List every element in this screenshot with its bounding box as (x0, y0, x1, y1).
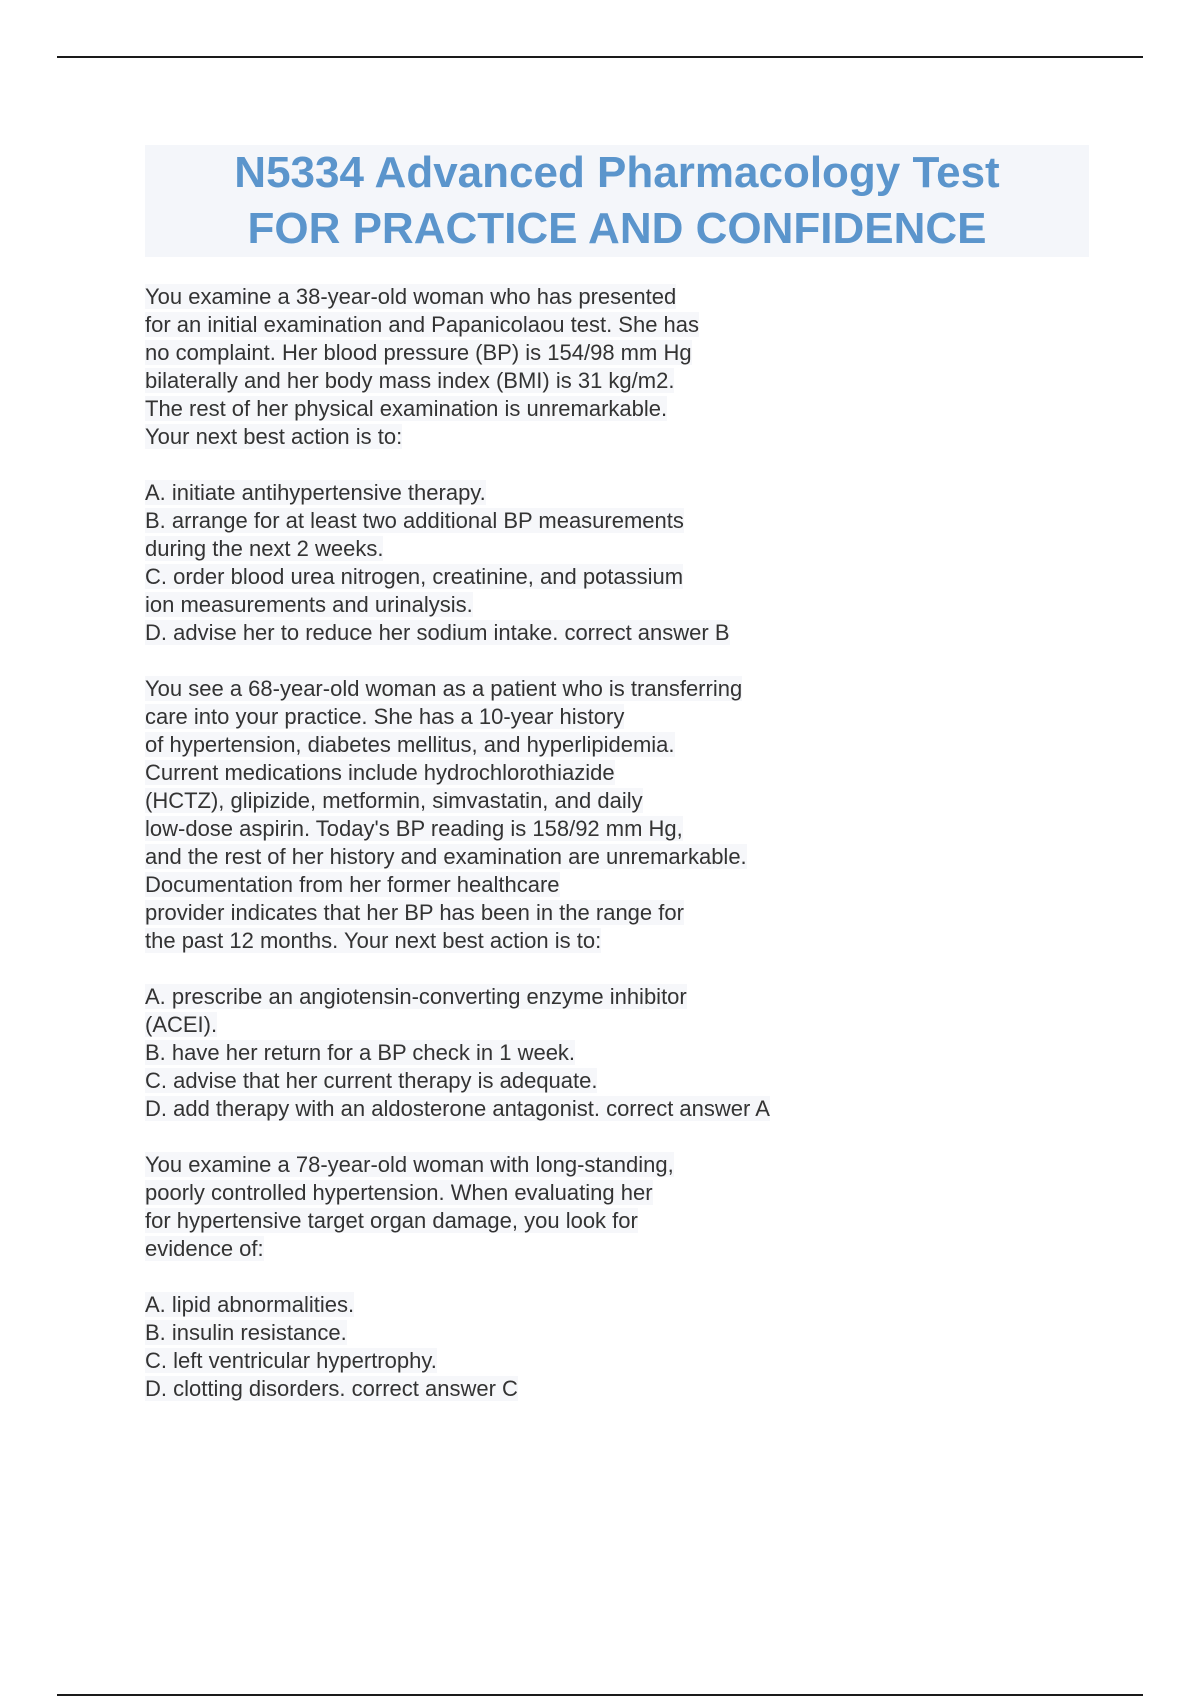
answer-option: C. advise that her current therapy is adequate. (145, 1068, 598, 1093)
answer-option-with-correct-answer: D. advise her to reduce her sodium intake. correct answer B (145, 620, 730, 645)
question-1-stem (145, 283, 1085, 451)
question-line: Your next best action is to: (145, 424, 403, 449)
answer-option: A. initiate antihypertensive therapy. (145, 480, 486, 505)
bottom-rule (57, 1694, 1143, 1696)
question-2-options (145, 983, 1085, 1123)
question-1-options (145, 479, 1085, 647)
question-line: provider indicates that her BP has been in the range for (145, 900, 684, 925)
question-line: no complaint. Her blood pressure (BP) is 154/98 mm Hg (145, 340, 692, 365)
question-line: and the rest of her history and examination are unremarkable. (145, 844, 747, 869)
question-line: Documentation from her former healthcare (145, 872, 560, 897)
question-3-options (145, 1291, 1085, 1403)
answer-option: ion measurements and urinalysis. (145, 592, 473, 617)
answer-option: C. order blood urea nitrogen, creatinine, and potassium (145, 564, 684, 589)
question-line: for hypertensive target organ damage, you look for (145, 1208, 638, 1233)
questions-content (145, 283, 1085, 1431)
answer-option-with-correct-answer: D. add therapy with an aldosterone antagonist. correct answer A (145, 1096, 770, 1121)
answer-option: during the next 2 weeks. (145, 536, 384, 561)
question-line: care into your practice. She has a 10-year history (145, 704, 625, 729)
answer-option: A. lipid abnormalities. (145, 1292, 355, 1317)
question-line: the past 12 months. Your next best action is to: (145, 928, 602, 953)
question-line: The rest of her physical examination is unremarkable. (145, 396, 668, 421)
question-line: Current medications include hydrochlorothiazide (145, 760, 615, 785)
question-line: bilaterally and her body mass index (BMI) is 31 kg/m2. (145, 368, 675, 393)
top-rule (57, 56, 1143, 58)
question-line: You examine a 78-year-old woman with long-standing, (145, 1152, 674, 1177)
question-3-stem (145, 1151, 1085, 1263)
question-line: poorly controlled hypertension. When evaluating her (145, 1180, 653, 1205)
answer-option-with-correct-answer: D. clotting disorders. correct answer C (145, 1376, 518, 1401)
question-2-stem (145, 675, 1085, 955)
question-line: low-dose aspirin. Today's BP reading is 158/92 mm Hg, (145, 816, 683, 841)
answer-option: (ACEI). (145, 1012, 218, 1037)
question-line: for an initial examination and Papanicolaou test. She has (145, 312, 700, 337)
question-line: You see a 68-year-old woman as a patient who is transferring (145, 676, 743, 701)
document-title-line-1: N5334 Advanced Pharmacology Test (234, 148, 1000, 197)
answer-option: C. left ventricular hypertrophy. (145, 1348, 437, 1373)
answer-option: A. prescribe an angiotensin-converting enzyme inhibitor (145, 984, 687, 1009)
question-line: evidence of: (145, 1236, 264, 1261)
question-line: of hypertension, diabetes mellitus, and hyperlipidemia. (145, 732, 675, 757)
answer-option: B. have her return for a BP check in 1 week. (145, 1040, 576, 1065)
answer-option: B. insulin resistance. (145, 1320, 347, 1345)
question-line: You examine a 38-year-old woman who has presented (145, 284, 677, 309)
question-line: (HCTZ), glipizide, metformin, simvastatin, and daily (145, 788, 643, 813)
document-title-banner (145, 145, 1089, 257)
answer-option: B. arrange for at least two additional BP measurements (145, 508, 684, 533)
document-title-line-2: FOR PRACTICE AND CONFIDENCE (247, 204, 987, 253)
